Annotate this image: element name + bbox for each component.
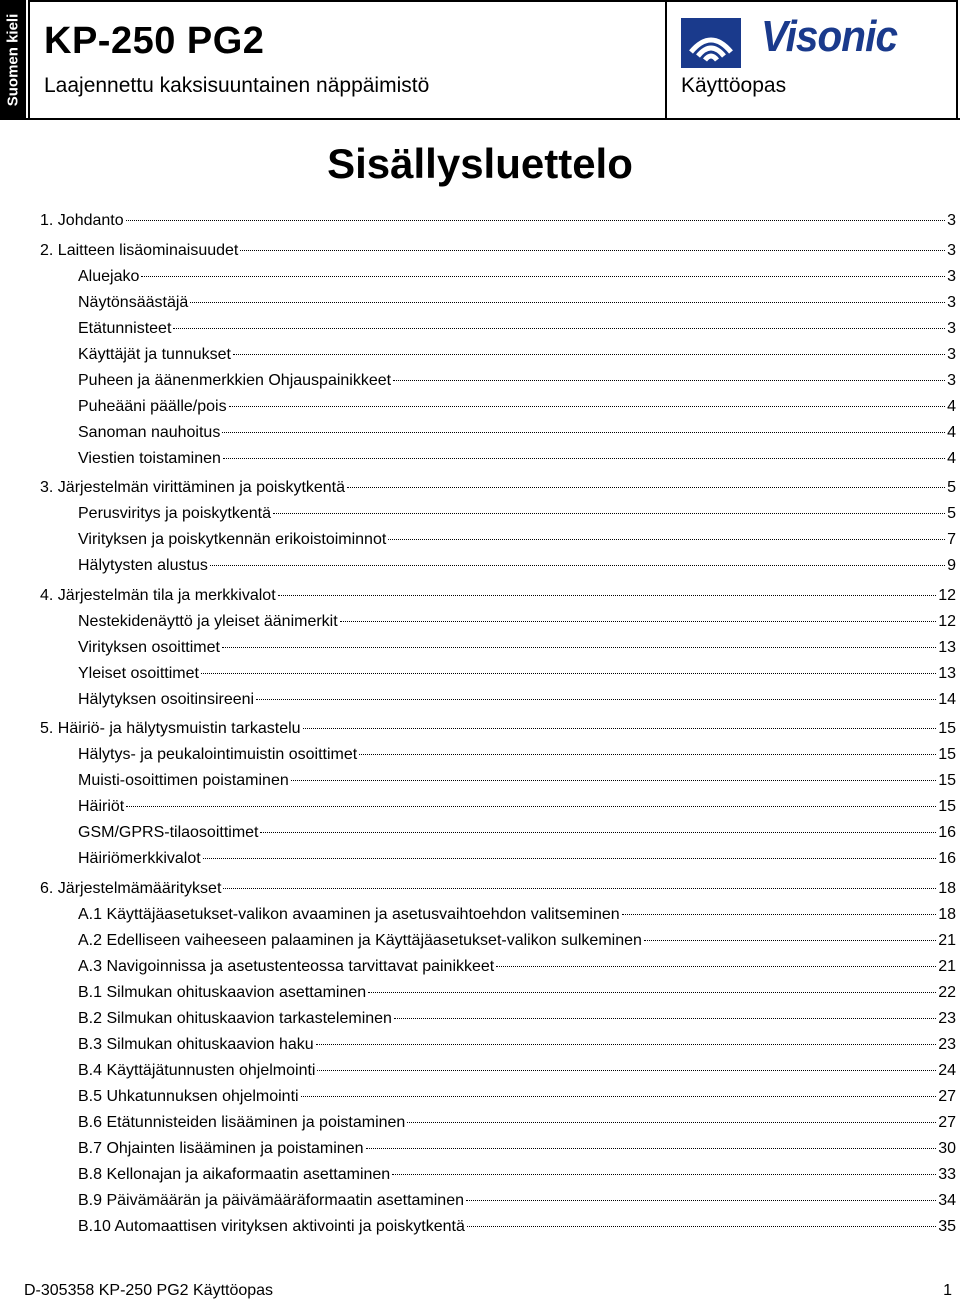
wifi-signal-icon bbox=[681, 18, 741, 68]
toc-entry-page: 16 bbox=[938, 824, 956, 841]
toc-entry[interactable] bbox=[40, 238, 956, 264]
toc-entry-label: Puheääni päälle/pois bbox=[78, 397, 227, 415]
footer-document-reference: D-305358 KP-250 PG2 Käyttöopas bbox=[24, 1282, 274, 1299]
toc-entry-label: Hälytyksen osoitinsireeni bbox=[78, 690, 255, 708]
toc-entry-label: B.8 Kellonajan ja aikaformaatin asettaminen bbox=[78, 1165, 391, 1183]
toc-entry-label: B.2 Silmukan ohituskaavion tarkasteleminen bbox=[78, 1009, 392, 1027]
toc-entry-label: A.2 Edelliseen vaiheeseen palaaminen ja Käyttäjäasetukset-valikon sulkeminen bbox=[78, 931, 642, 949]
toc-entry-page: 3 bbox=[947, 345, 956, 363]
toc-entry-label: A.1 Käyttäjäasetukset-valikon avaaminen ja asetusvaihtoehdon valitseminen bbox=[78, 905, 620, 923]
toc-leader-dots bbox=[201, 673, 936, 674]
toc-leader-dots bbox=[190, 302, 945, 303]
toc-entry-page: 5 bbox=[947, 505, 956, 522]
toc-leader-dots bbox=[388, 539, 945, 540]
toc-leader-dots bbox=[392, 1174, 936, 1175]
toc-entry-page: 14 bbox=[938, 690, 956, 708]
toc-entry[interactable] bbox=[40, 1162, 956, 1188]
toc-entry[interactable] bbox=[40, 553, 956, 579]
toc-entry-page: 18 bbox=[938, 905, 956, 923]
toc-leader-dots bbox=[340, 621, 937, 622]
toc-entry-label: 3. Järjestelmän virittäminen ja poiskytkentä bbox=[40, 479, 346, 496]
toc-entry[interactable] bbox=[40, 1006, 956, 1032]
toc-leader-dots bbox=[466, 1200, 936, 1201]
toc-entry[interactable] bbox=[40, 954, 956, 980]
toc-entry-label: Nestekidenäyttö ja yleiset äänimerkit bbox=[78, 612, 338, 630]
toc-leader-dots bbox=[644, 940, 936, 941]
toc-entry-page: 4 bbox=[947, 397, 956, 415]
toc-entry-label: Aluejako bbox=[78, 267, 140, 285]
toc-leader-dots bbox=[316, 1044, 937, 1045]
toc-entry-label: B.10 Automaattisen virityksen aktivointi ja poiskytkentä bbox=[78, 1217, 465, 1235]
toc-entry-page: 7 bbox=[947, 531, 956, 548]
toc-entry[interactable] bbox=[40, 1110, 956, 1136]
toc-entry-label: A.3 Navigoinnissa ja asetustenteossa tarvittavat painikkeet bbox=[78, 957, 495, 975]
toc-leader-dots bbox=[173, 328, 945, 329]
toc-entry-page: 3 bbox=[947, 241, 956, 259]
toc-entry-label: Puheen ja äänenmerkkien Ohjauspainikkeet bbox=[78, 371, 392, 389]
toc-entry-label: B.9 Päivämäärän ja päivämääräformaatin asettaminen bbox=[78, 1191, 464, 1209]
toc-entry-label: B.4 Käyttäjätunnusten ohjelmointi bbox=[78, 1061, 316, 1079]
toc-entry-page: 33 bbox=[938, 1165, 956, 1183]
toc-entry-label: B.7 Ohjainten lisääminen ja poistaminen bbox=[78, 1139, 364, 1157]
toc-leader-dots bbox=[260, 832, 936, 833]
toc-entry-page: 22 bbox=[938, 983, 956, 1001]
toc-leader-dots bbox=[622, 914, 937, 915]
toc-entry[interactable] bbox=[40, 768, 956, 794]
toc-entry-label: 5. Häiriö- ja hälytysmuistin tarkastelu bbox=[40, 720, 301, 737]
toc-entry[interactable] bbox=[40, 846, 956, 872]
toc-entry-page: 5 bbox=[947, 479, 956, 496]
brand-box bbox=[665, 0, 958, 120]
toc-leader-dots bbox=[278, 595, 937, 596]
toc-entry-label: Viestien toistaminen bbox=[78, 449, 221, 467]
toc-entry[interactable] bbox=[40, 1084, 956, 1110]
toc-leader-dots bbox=[467, 1226, 936, 1227]
toc-entry-page: 23 bbox=[938, 1009, 956, 1027]
toc-entry[interactable] bbox=[40, 661, 956, 687]
toc-entry-label: Sanoman nauhoitus bbox=[78, 423, 221, 441]
toc-entry[interactable] bbox=[40, 394, 956, 420]
toc-leader-dots bbox=[368, 992, 936, 993]
toc-entry-page: 3 bbox=[947, 293, 956, 311]
product-subtitle: Laajennettu kaksisuuntainen näppäimistö bbox=[44, 74, 430, 97]
toc-title: Sisällysluettelo bbox=[327, 140, 633, 187]
brand-logo-text: Visonic bbox=[761, 12, 898, 61]
toc-entry-label: Häiriömerkkivalot bbox=[78, 850, 201, 867]
toc-leader-dots bbox=[233, 354, 945, 355]
toc-entry[interactable] bbox=[40, 446, 956, 472]
toc-entry[interactable] bbox=[40, 1188, 956, 1214]
toc-leader-dots bbox=[366, 1148, 937, 1149]
toc-entry-page: 18 bbox=[938, 879, 956, 897]
toc-leader-dots bbox=[229, 406, 946, 407]
toc-entry[interactable] bbox=[40, 1032, 956, 1058]
toc-entry-page: 27 bbox=[938, 1113, 956, 1131]
toc-entry-page: 3 bbox=[947, 267, 956, 285]
toc-entry[interactable] bbox=[40, 876, 956, 902]
toc-entry[interactable] bbox=[40, 501, 956, 527]
toc-leader-dots bbox=[223, 458, 945, 459]
toc-entry-label: B.6 Etätunnisteiden lisääminen ja poistaminen bbox=[78, 1113, 406, 1131]
toc-entry[interactable] bbox=[40, 716, 956, 742]
toc-leader-dots bbox=[256, 699, 936, 700]
toc-entry[interactable] bbox=[40, 1058, 956, 1084]
toc-leader-dots bbox=[223, 888, 936, 889]
toc-entry-page: 21 bbox=[938, 957, 956, 975]
toc-entry-page: 15 bbox=[938, 772, 956, 789]
toc-leader-dots bbox=[240, 250, 945, 251]
toc-entry-label: Muisti-osoittimen poistaminen bbox=[78, 772, 289, 789]
toc-entry-label: Yleiset osoittimet bbox=[78, 664, 199, 682]
toc-entry-page: 9 bbox=[947, 557, 956, 574]
toc-entry-page: 35 bbox=[938, 1217, 956, 1235]
toc-entry-label: Käyttäjät ja tunnukset bbox=[78, 345, 231, 363]
toc-entry-page: 12 bbox=[938, 586, 956, 604]
toc-entry[interactable] bbox=[40, 820, 956, 846]
toc-leader-dots bbox=[210, 565, 945, 566]
toc-entry[interactable] bbox=[40, 342, 956, 368]
toc-entry[interactable] bbox=[40, 316, 956, 342]
toc-leader-dots bbox=[394, 1018, 936, 1019]
toc-entry-page: 30 bbox=[938, 1139, 956, 1157]
toc-leader-dots bbox=[141, 276, 945, 277]
toc-entry[interactable] bbox=[40, 794, 956, 820]
toc-entry[interactable] bbox=[40, 264, 956, 290]
toc-entry-page: 34 bbox=[938, 1191, 956, 1209]
toc-entry-label: B.1 Silmukan ohituskaavion asettaminen bbox=[78, 983, 367, 1001]
toc-entry-label: Hälytysten alustus bbox=[78, 557, 208, 574]
toc-leader-dots bbox=[303, 728, 937, 729]
toc-entry-page: 3 bbox=[947, 371, 956, 389]
toc-entry[interactable] bbox=[40, 420, 956, 446]
toc-entry-label: Virityksen osoittimet bbox=[78, 638, 220, 656]
title-box bbox=[28, 0, 665, 120]
toc-entry[interactable] bbox=[40, 475, 956, 501]
toc-entry[interactable] bbox=[40, 609, 956, 635]
toc-entry-page: 23 bbox=[938, 1035, 956, 1053]
toc-entry[interactable] bbox=[40, 635, 956, 661]
toc-entry[interactable] bbox=[40, 208, 956, 234]
toc-entry-page: 4 bbox=[947, 449, 956, 467]
toc-entry-page: 13 bbox=[938, 638, 956, 656]
toc-leader-dots bbox=[359, 754, 936, 755]
toc-leader-dots bbox=[393, 380, 945, 381]
toc-entry-label: Etätunnisteet bbox=[78, 319, 172, 337]
toc-leader-dots bbox=[291, 780, 936, 781]
toc-leader-dots bbox=[347, 487, 945, 488]
toc-entry-label: 2. Laitteen lisäominaisuudet bbox=[40, 241, 239, 259]
toc-entry-label: Näytönsäästäjä bbox=[78, 293, 189, 311]
toc-leader-dots bbox=[496, 966, 936, 967]
toc-leader-dots bbox=[273, 513, 945, 514]
toc-leader-dots bbox=[317, 1070, 936, 1071]
footer-page-number: 1 bbox=[943, 1282, 952, 1299]
toc-entry-page: 13 bbox=[938, 664, 956, 682]
toc-entry-page: 3 bbox=[947, 212, 956, 229]
toc-leader-dots bbox=[301, 1096, 937, 1097]
toc-entry-page: 12 bbox=[938, 612, 956, 630]
toc-entry[interactable] bbox=[40, 1214, 956, 1240]
toc-leader-dots bbox=[203, 858, 937, 859]
toc-entry-page: 4 bbox=[947, 423, 956, 441]
toc-leader-dots bbox=[407, 1122, 936, 1123]
header-divider bbox=[26, 118, 960, 120]
language-tab-label: Suomen kieli bbox=[4, 13, 22, 107]
toc-entry[interactable] bbox=[40, 902, 956, 928]
toc-entry[interactable] bbox=[40, 368, 956, 394]
toc-entry[interactable] bbox=[40, 583, 956, 609]
toc-entry-page: 3 bbox=[947, 319, 956, 337]
toc-entry[interactable] bbox=[40, 980, 956, 1006]
toc-leader-dots bbox=[222, 647, 936, 648]
toc-entry-page: 16 bbox=[938, 850, 956, 867]
toc-entry-label: B.3 Silmukan ohituskaavion haku bbox=[78, 1035, 314, 1053]
language-tab bbox=[0, 0, 26, 120]
toc-entry[interactable] bbox=[40, 290, 956, 316]
toc-entry-label: Häiriöt bbox=[78, 798, 125, 815]
product-title: KP-250 PG2 bbox=[44, 20, 265, 62]
toc-entry-label: GSM/GPRS-tilaosoittimet bbox=[78, 824, 259, 841]
table-of-contents bbox=[40, 208, 956, 1240]
toc-entry[interactable] bbox=[40, 1136, 956, 1162]
toc-leader-dots bbox=[126, 806, 936, 807]
toc-entry-label: 6. Järjestelmämääritykset bbox=[40, 879, 222, 897]
toc-entry-page: 15 bbox=[938, 720, 956, 737]
toc-entry-label: Virityksen ja poiskytkennän erikoistoiminnot bbox=[78, 531, 387, 548]
page-header bbox=[0, 0, 960, 120]
toc-entry[interactable] bbox=[40, 928, 956, 954]
toc-entry-label: 4. Järjestelmän tila ja merkkivalot bbox=[40, 586, 276, 604]
toc-entry-page: 15 bbox=[938, 798, 956, 815]
toc-entry[interactable] bbox=[40, 742, 956, 768]
toc-entry[interactable] bbox=[40, 687, 956, 713]
toc-entry-label: B.5 Uhkatunnuksen ohjelmointi bbox=[78, 1087, 299, 1105]
document-type: Käyttöopas bbox=[681, 74, 787, 97]
toc-entry[interactable] bbox=[40, 527, 956, 553]
toc-entry-label: 1. Johdanto bbox=[40, 212, 124, 229]
toc-entry-label: Perusviritys ja poiskytkentä bbox=[78, 505, 271, 522]
toc-leader-dots bbox=[126, 220, 945, 221]
toc-entry-label: Hälytys- ja peukalointimuistin osoittimet bbox=[78, 746, 358, 763]
toc-entry-page: 21 bbox=[938, 931, 956, 949]
toc-entry-page: 15 bbox=[938, 746, 956, 763]
toc-leader-dots bbox=[222, 432, 945, 433]
toc-entry-page: 24 bbox=[938, 1061, 956, 1079]
toc-entry-page: 27 bbox=[938, 1087, 956, 1105]
